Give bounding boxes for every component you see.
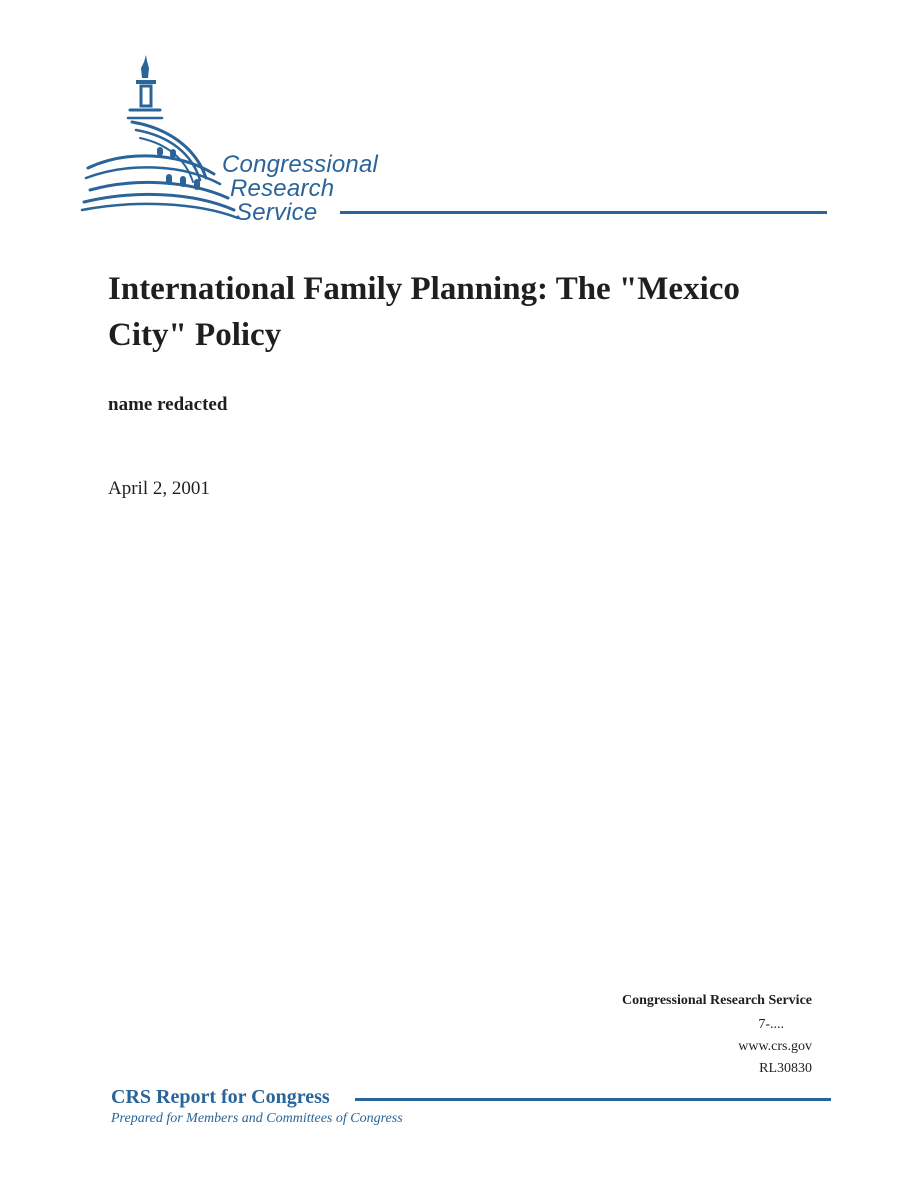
publisher-name: Congressional Research Service: [621, 993, 812, 1008]
publisher-phone: 7-....: [758, 1017, 784, 1032]
publisher-info: [622, 990, 812, 1080]
publisher-website: www.crs.gov: [738, 1039, 812, 1054]
report-number: RL30830: [759, 1061, 812, 1076]
brand-line-research: Research: [230, 175, 335, 202]
document-author: name redacted: [108, 394, 228, 415]
footer-rule: [355, 1098, 831, 1101]
brand-wordmark: [222, 153, 378, 225]
document-title: International Family Planning: The "Mexico City" Policy: [108, 271, 740, 353]
footer-title: CRS Report for Congress: [111, 1086, 330, 1108]
footer-subtitle: Prepared for Members and Committees of Congress: [111, 1111, 403, 1126]
brand-line-service: Service: [236, 199, 318, 226]
document-date: April 2, 2001: [108, 478, 210, 499]
brand-rule: [340, 211, 827, 214]
brand-line-congressional: Congressional: [222, 151, 379, 178]
